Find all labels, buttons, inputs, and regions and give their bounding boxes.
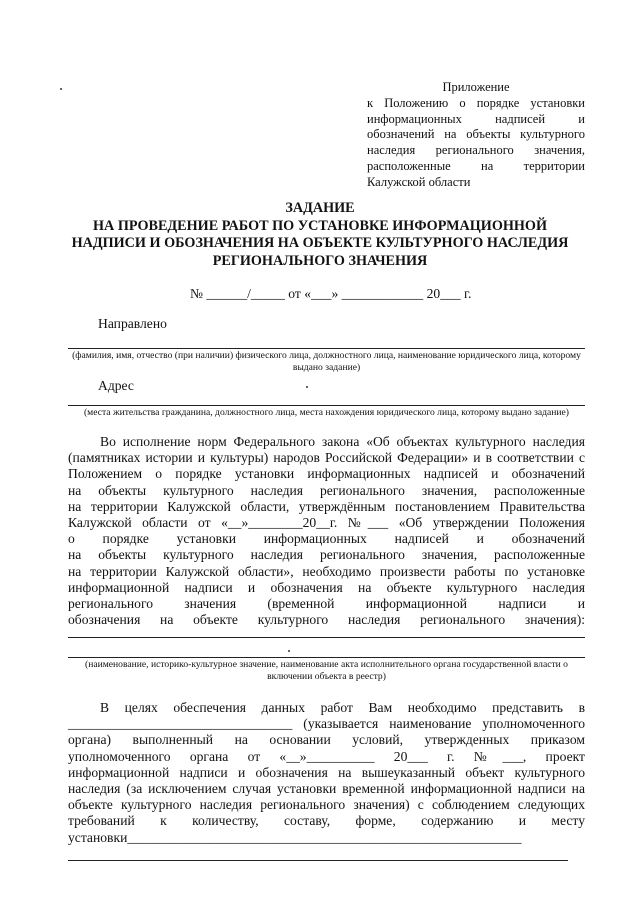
paragraph-line: регионального значения (временной информационной надписи и — [68, 596, 585, 612]
paragraph-line: _________________________________ (указывается наименование уполномоченного — [68, 716, 585, 732]
paragraph-line: на объекты культурного наследия регионального значения, расположенные — [68, 482, 585, 498]
object-mark — [288, 650, 290, 652]
paragraph-line: о порядке установки информационных надписей и обозначений — [68, 531, 585, 547]
appendix-line: к Положению о порядке установки — [367, 95, 585, 110]
address-caption: (места жительства гражданина, должностного лица, места нахождения юридического лица, которому выдано задание) — [83, 407, 570, 418]
title-line: НАДПИСИ И ОБОЗНАЧЕНИЯ НА ОБЪЕКТЕ КУЛЬТУРНОГО НАСЛЕДИЯ — [71, 235, 569, 251]
paragraph-line: установки__________________________________________________________ — [68, 829, 522, 845]
paragraph-line: на объекты культурного наследия регионального значения, расположенные — [68, 547, 585, 563]
install-line — [68, 860, 568, 861]
object-caption: (наименование, историко-культурное значение, наименование акта исполнительного органа государственной власти о включении объекта в реестр) — [85, 659, 568, 682]
paragraph-line: информационной надписи и обозначения на вышеуказанный объект культурного — [68, 764, 585, 780]
address-mark — [306, 386, 308, 388]
paragraph-line: обозначения на объекте культурного наследия регионального значения): — [68, 612, 585, 628]
sent-to-caption: (фамилия, имя, отчество (при наличии) физического лица, должностного лица, наименование юридического лица, которому выдано задание) — [72, 350, 581, 373]
paragraph-line: на территории Калужской области, утверждённым постановлением Правительства — [68, 498, 585, 514]
appendix-title: Приложение — [442, 80, 510, 94]
paragraph-line: информационной надписи и обозначения на объекте культурного наследия — [68, 579, 585, 595]
title-line: ЗАДАНИЕ — [285, 200, 355, 216]
appendix-line: наследия регионального значения, — [367, 143, 585, 158]
sent-to-label: Направлено — [98, 316, 167, 331]
paragraph-line: на территории Калужской области», необходимо произвести работы по установке — [68, 563, 585, 579]
appendix-block — [367, 80, 585, 191]
title-line: РЕГИОНАЛЬНОГО ЗНАЧЕНИЯ — [212, 252, 428, 269]
paragraph-line: наследия (за исключением случая установки временной информационной надписи на — [68, 781, 585, 797]
paragraph-line: требований к количеству, составу, форме, содержанию и месту — [68, 813, 585, 829]
document-number-line: № ______/_____ от «___» ____________ 20___ г. — [190, 286, 472, 301]
paragraph-line: Положением о порядке установки информационных надписей и обозначений — [68, 466, 585, 482]
paragraph-line: объекте культурного наследия регионального значения) с соблюдением следующих — [68, 797, 585, 813]
paragraph-line: органа) выполненный на основании условий, утвержденных приказом — [68, 732, 585, 748]
appendix-line: обозначений на объекты культурного — [367, 127, 585, 142]
title-line: НА ПРОВЕДЕНИЕ РАБОТ ПО УСТАНОВКЕ ИНФОРМАЦИОННОЙ — [93, 217, 547, 234]
object-line — [68, 657, 585, 658]
margin-mark — [60, 88, 62, 90]
sent-to-line — [68, 348, 585, 349]
paragraph-line: Во исполнение норм Федерального закона «Об объектах культурного наследия — [100, 434, 585, 449]
appendix-line: расположенные на территории — [367, 158, 585, 173]
paragraph-line: В целях обеспечения данных работ Вам необходимо представить в — [100, 700, 585, 715]
document-title — [60, 200, 580, 270]
instruction-paragraph — [68, 434, 585, 628]
address-label: Адрес — [98, 378, 134, 393]
appendix-line: Калужской области — [367, 174, 471, 189]
address-line — [68, 405, 585, 406]
paragraph-line: уполномоченного органа от «__»__________ 20___ г. №___, проект — [68, 748, 585, 764]
appendix-line: информационных надписей и — [367, 111, 585, 126]
requirements-paragraph — [68, 700, 585, 846]
paragraph-line: (памятниках истории и культуры) народов Российской Федерации» и в соответствии с — [68, 450, 585, 466]
paragraph-line: Калужской области от «__»________20__г. №___ «Об утверждении Положения — [68, 515, 585, 531]
object-line — [68, 637, 585, 638]
